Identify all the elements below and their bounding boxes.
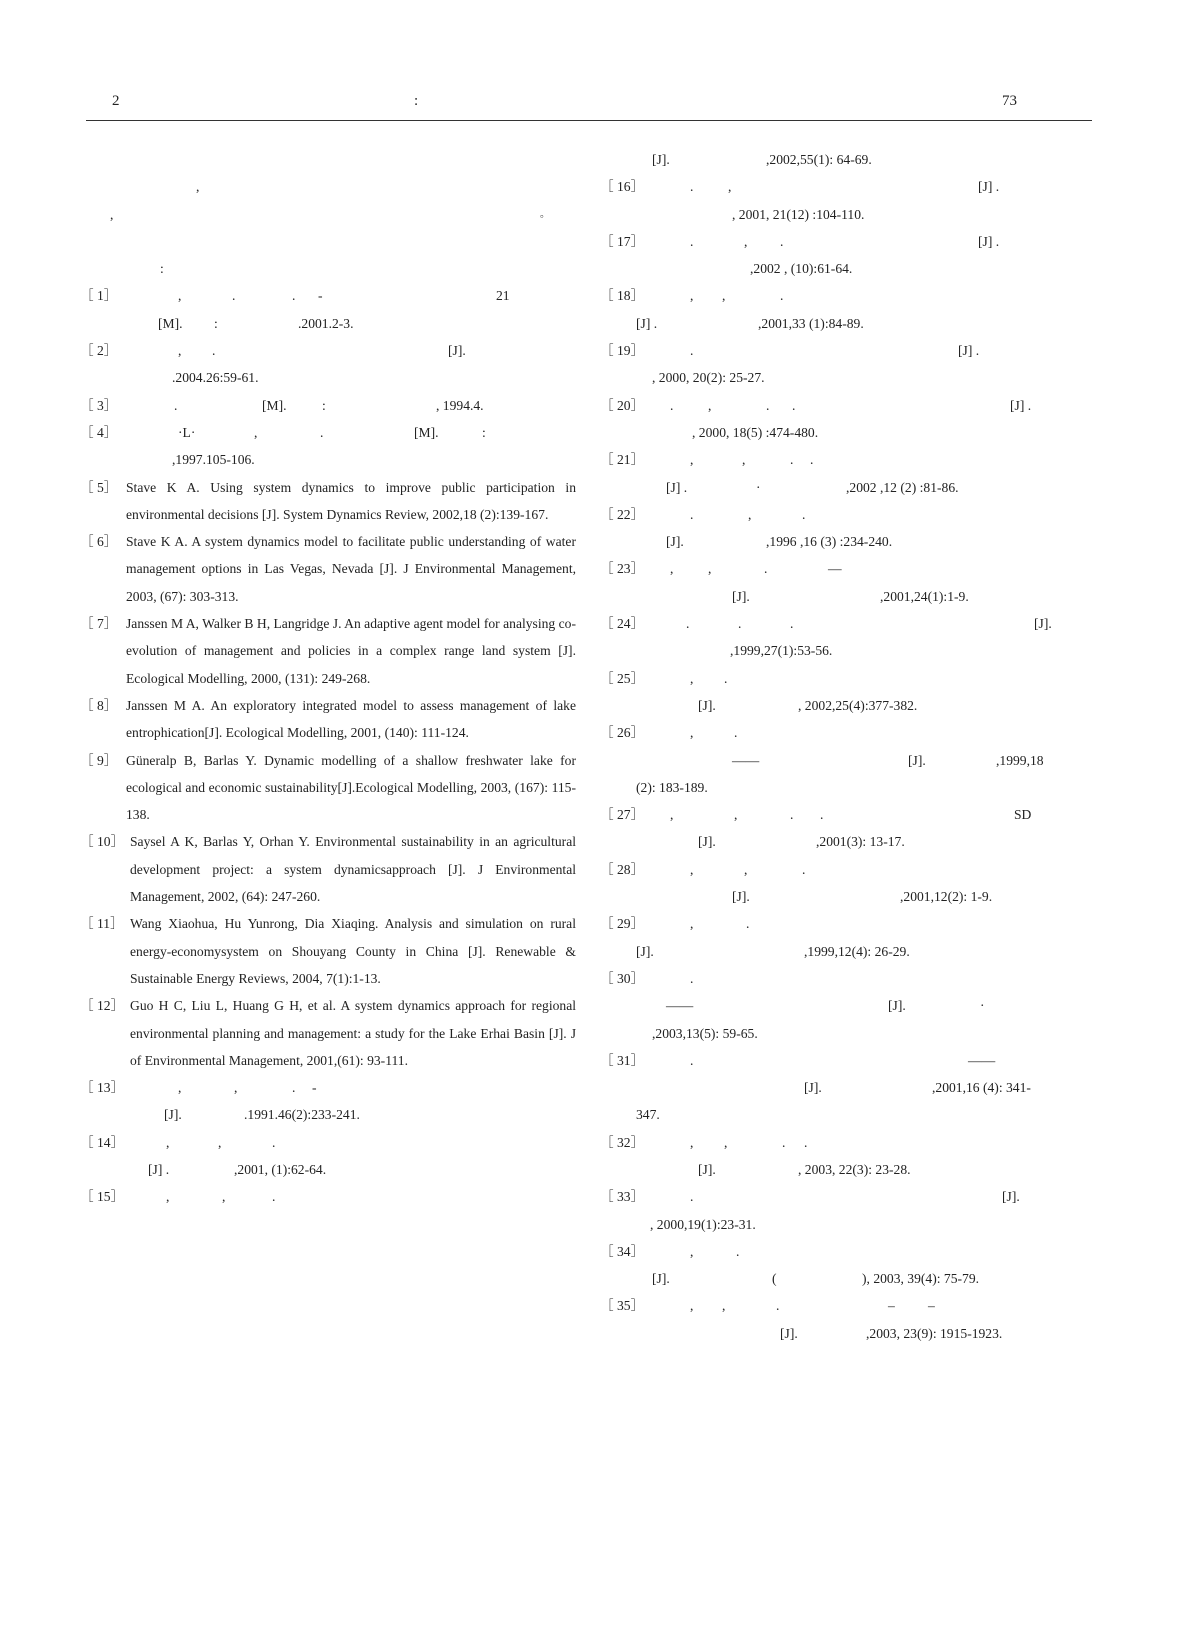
header-rule xyxy=(86,120,1092,121)
reference-line xyxy=(86,364,576,391)
reference-fragment: . xyxy=(764,561,768,577)
reference-number: ［ 28］ xyxy=(600,861,645,877)
reference-line xyxy=(606,1265,1092,1292)
reference-fragment: . xyxy=(820,807,824,823)
reference-line xyxy=(606,992,1092,1019)
reference-line xyxy=(80,1074,576,1101)
reference-entry xyxy=(80,992,576,1074)
reference-fragment: [J] . xyxy=(978,233,1000,249)
reference-fragment: . xyxy=(670,397,674,413)
reference-text: Stave K A. Using system dynamics to improve public participation in environmental decisions [J]. System Dynamics Review, 2002,18 (2):139-167. xyxy=(126,479,576,522)
reference-fragment: . xyxy=(780,288,784,304)
reference-number: ［ 6］ xyxy=(80,534,118,550)
reference-line xyxy=(600,801,1092,828)
reference-fragment: [J]. xyxy=(652,1271,670,1287)
reference-fragment: ,2002 ,12 (2) :81-86. xyxy=(846,479,959,495)
reference-number: ［ 14］ xyxy=(80,1134,125,1150)
reference-fragment: ,2003, 23(9): 1915-1923. xyxy=(866,1325,1003,1341)
reference-number: ［ 35］ xyxy=(600,1298,645,1314)
reference-entry xyxy=(600,856,1092,911)
reference-number: ［ 10］ xyxy=(80,834,125,850)
reference-entry xyxy=(600,501,1092,556)
reference-fragment: , xyxy=(690,452,694,468)
reference-line xyxy=(600,337,1092,364)
reference-fragment: [J]. xyxy=(698,697,716,713)
reference-entry xyxy=(606,146,1092,173)
reference-fragment: . xyxy=(292,1080,296,1096)
reference-fragment: : xyxy=(482,424,486,440)
reference-list-right xyxy=(600,146,1092,1347)
reference-fragment: , xyxy=(222,1189,226,1205)
reference-fragment: [J] . xyxy=(148,1161,170,1177)
reference-fragment: (2): 183-189. xyxy=(636,779,708,795)
reference-number: ［ 15］ xyxy=(80,1189,125,1205)
reference-fragment: : xyxy=(322,397,326,413)
reference-line xyxy=(600,446,1092,473)
reference-fragment: , 1994.4. xyxy=(436,397,484,413)
reference-fragment: , xyxy=(690,1243,694,1259)
reference-fragment: , xyxy=(744,233,748,249)
reference-entry xyxy=(600,719,1092,801)
reference-fragment: . xyxy=(782,1134,786,1150)
reference-fragment: [M]. xyxy=(414,424,439,440)
reference-entry xyxy=(600,392,1092,447)
reference-number: ［ 32］ xyxy=(600,1134,645,1150)
reference-fragment: . xyxy=(690,343,694,359)
reference-fragment: ,1999,27(1):53-56. xyxy=(730,643,833,659)
reference-entry xyxy=(600,665,1092,720)
reference-fragment: , xyxy=(690,725,694,741)
reference-fragment: . xyxy=(724,670,728,686)
reference-line xyxy=(80,1183,576,1210)
reference-number: ［ 4］ xyxy=(80,424,118,440)
reference-line xyxy=(600,501,1092,528)
reference-line xyxy=(600,555,1092,582)
intro-mark: , xyxy=(196,179,200,195)
reference-fragment: [J]. xyxy=(780,1325,798,1341)
reference-line xyxy=(606,1074,1092,1101)
reference-fragment: [J]. xyxy=(732,889,750,905)
reference-entry xyxy=(80,692,576,747)
reference-number: ［ 12］ xyxy=(80,998,125,1014)
reference-entry xyxy=(600,1047,1092,1129)
reference-line xyxy=(80,419,576,446)
reference-text: Stave K A. A system dynamics model to facilitate public understanding of water management options in Las Vegas, Nevada [J]. J Environmental Management, 2003, (67): 303-313. xyxy=(126,534,576,604)
reference-fragment: [J]. xyxy=(636,943,654,959)
page-number-right: 73 xyxy=(1002,93,1017,109)
reference-number: ［ 29］ xyxy=(600,916,645,932)
reference-line xyxy=(606,692,1092,719)
reference-line xyxy=(600,1238,1092,1265)
reference-fragment: [J]. xyxy=(908,752,926,768)
reference-fragment: , xyxy=(166,1189,170,1205)
reference-fragment: . xyxy=(272,1189,276,1205)
reference-fragment: , 2000, 20(2): 25-27. xyxy=(652,370,765,386)
reference-number: ［ 24］ xyxy=(600,616,645,632)
reference-fragment: . xyxy=(792,397,796,413)
reference-line xyxy=(606,528,1092,555)
reference-fragment: , xyxy=(670,807,674,823)
reference-line xyxy=(600,173,1092,200)
reference-number: ［ 3］ xyxy=(80,397,118,413)
reference-fragment: . xyxy=(320,424,324,440)
reference-line xyxy=(606,419,1092,446)
reference-fragment: , xyxy=(728,179,732,195)
reference-fragment: , xyxy=(724,1134,728,1150)
reference-fragment: . xyxy=(776,1298,780,1314)
reference-fragment: 21 xyxy=(496,288,510,304)
reference-fragment: SD xyxy=(1014,807,1032,823)
reference-fragment: , xyxy=(234,1080,238,1096)
reference-number: ［ 8］ xyxy=(80,697,118,713)
reference-line xyxy=(600,910,1092,937)
left-column xyxy=(80,146,576,1211)
reference-fragment: . xyxy=(686,616,690,632)
reference-text: Janssen M A, Walker B H, Langridge J. An adaptive agent model for analysing co-evolution of management and policies in a complex range land system [J]. Ecological Modelling, 2000, (131): 249-268. xyxy=(126,616,576,686)
reference-fragment: , xyxy=(744,861,748,877)
reference-entry xyxy=(600,801,1092,856)
reference-entry xyxy=(80,610,576,692)
reference-fragment: , xyxy=(708,561,712,577)
reference-entry xyxy=(600,228,1092,283)
reference-line xyxy=(600,1292,1092,1319)
intro-mark: 。 xyxy=(540,208,550,220)
reference-number: ［ 11］ xyxy=(80,916,124,932)
reference-number: ［ 27］ xyxy=(600,807,645,823)
reference-entry xyxy=(80,474,576,529)
reference-fragment: , xyxy=(722,1298,726,1314)
reference-fragment: , xyxy=(670,561,674,577)
reference-text: Wang Xiaohua, Hu Yunrong, Dia Xiaqing. Analysis and simulation on rural energy-economysystem on Shouyang County in China [J]. Renewable & Sustainable Energy Reviews, 2004, 7(1):1-13. xyxy=(130,916,576,986)
reference-fragment: . xyxy=(790,616,794,632)
reference-fragment: . xyxy=(738,616,742,632)
reference-line xyxy=(606,883,1092,910)
reference-fragment: . xyxy=(690,506,694,522)
reference-fragment: [J]. xyxy=(652,152,670,167)
reference-fragment: .2001.2-3. xyxy=(298,315,354,331)
reference-fragment: . xyxy=(802,506,806,522)
references-heading: : xyxy=(160,261,164,277)
reference-entry xyxy=(80,1074,576,1129)
reference-list-left-b xyxy=(80,474,576,1075)
reference-fragment: , xyxy=(734,807,738,823)
reference-fragment: ,2001(3): 13-17. xyxy=(816,834,905,850)
reference-fragment: ·L· xyxy=(178,424,196,440)
reference-fragment: , xyxy=(178,343,182,359)
reference-entry xyxy=(80,747,576,829)
reference-line xyxy=(606,310,1092,337)
reference-number: ［ 1］ xyxy=(80,288,118,304)
reference-fragment: .1991.46(2):233-241. xyxy=(244,1107,360,1123)
reference-fragment: [J]. xyxy=(732,588,750,604)
reference-line xyxy=(600,282,1092,309)
reference-number: ［ 30］ xyxy=(600,970,645,986)
reference-entry xyxy=(600,1129,1092,1184)
reference-line xyxy=(80,392,576,419)
reference-fragment: [J]. xyxy=(666,534,684,550)
reference-entry xyxy=(80,828,576,910)
reference-fragment: [J] . xyxy=(1010,397,1032,413)
reference-fragment: , xyxy=(218,1134,222,1150)
reference-fragment: . xyxy=(272,1134,276,1150)
reference-fragment: ,2001,33 (1):84-89. xyxy=(758,315,864,331)
reference-entry xyxy=(600,282,1092,337)
reference-line xyxy=(80,1129,576,1156)
reference-text: Guo H C, Liu L, Huang G H, et al. A system dynamics approach for regional environmental planning and management: a study for the Lake Erhai Basin [J]. J of Environmental Management, 2001,(61): 93-111. xyxy=(130,998,576,1068)
reference-fragment: , 2002,25(4):377-382. xyxy=(798,697,918,713)
reference-line xyxy=(606,146,1092,173)
reference-list-left-a xyxy=(80,282,576,473)
reference-number: ［ 5］ xyxy=(80,479,118,495)
reference-fragment: , xyxy=(690,1134,694,1150)
reference-entry xyxy=(80,910,576,992)
reference-fragment: , 2001, 21(12) :104-110. xyxy=(732,206,865,222)
reference-fragment: , xyxy=(254,424,258,440)
reference-fragment: . xyxy=(804,1134,808,1150)
reference-fragment: , 2000, 18(5) :474-480. xyxy=(692,424,819,440)
reference-fragment: ), 2003, 39(4): 75-79. xyxy=(862,1271,980,1287)
reference-number: ［ 23］ xyxy=(600,561,645,577)
reference-number: ［ 31］ xyxy=(600,1052,645,1068)
reference-number: ［ 7］ xyxy=(80,616,118,632)
reference-line xyxy=(606,938,1092,965)
reference-entry xyxy=(80,337,576,392)
reference-text: Janssen M A. An exploratory integrated model to assess management of lake entrophication[J]. Ecological Modelling, 2001, (140): 111-124. xyxy=(126,697,576,741)
reference-line xyxy=(606,1101,1092,1128)
reference-fragment: 347. xyxy=(636,1107,660,1123)
reference-text: Saysel A K, Barlas Y, Orhan Y. Environmental sustainability in an agricultural development project: a system dynamicsapproach [J]. J Environmental Management, 2002, (64): 247-260. xyxy=(130,834,576,905)
reference-fragment: . xyxy=(174,397,178,413)
reference-text: Güneralp B, Barlas Y. Dynamic modelling of a shallow freshwater lake for ecological and economic sustainability[J].Ecological Modelling, 2003, (167): 115-138. xyxy=(126,752,576,823)
reference-list-left-c xyxy=(80,1074,576,1210)
reference-fragment: [J] . xyxy=(666,479,688,495)
reference-fragment: ,2001,16 (4): 341- xyxy=(932,1080,1031,1096)
reference-fragment: ,1996 ,16 (3) :234-240. xyxy=(766,534,893,550)
reference-fragment: . xyxy=(780,233,784,249)
reference-number: ［ 21］ xyxy=(600,452,645,468)
reference-line xyxy=(606,774,1092,801)
reference-entry xyxy=(80,392,576,419)
reference-fragment: ( xyxy=(772,1271,777,1287)
reference-line xyxy=(606,747,1092,774)
reference-fragment: , xyxy=(722,288,726,304)
reference-entry xyxy=(600,610,1092,665)
reference-fragment: . xyxy=(734,725,738,741)
reference-line xyxy=(606,1211,1092,1238)
reference-fragment: [J]. xyxy=(1034,616,1052,632)
reference-line xyxy=(600,665,1092,692)
reference-fragment: - xyxy=(312,1080,317,1096)
reference-fragment: , xyxy=(178,1080,182,1096)
reference-fragment: . xyxy=(810,452,814,468)
reference-fragment: [J]. xyxy=(1002,1189,1020,1205)
reference-line xyxy=(606,1156,1092,1183)
reference-number: ［ 33］ xyxy=(600,1189,645,1205)
reference-fragment: ,1999,12(4): 26-29. xyxy=(804,943,910,959)
intro-mark: , xyxy=(110,206,114,222)
reference-fragment: – xyxy=(888,1298,895,1314)
reference-fragment: . xyxy=(292,288,296,304)
reference-fragment: [J]. xyxy=(804,1080,822,1096)
reference-entry xyxy=(80,528,576,610)
reference-fragment: · xyxy=(980,998,985,1014)
reference-fragment: —— xyxy=(732,752,760,768)
reference-fragment: ,1997.105-106. xyxy=(172,452,255,468)
reference-line xyxy=(606,364,1092,391)
reference-fragment: ,2003,13(5): 59-65. xyxy=(652,1025,758,1041)
reference-line xyxy=(600,719,1092,746)
reference-entry xyxy=(600,446,1092,501)
reference-fragment: . xyxy=(790,452,794,468)
reference-entry xyxy=(600,555,1092,610)
reference-line xyxy=(606,255,1092,282)
reference-fragment: . xyxy=(766,397,770,413)
reference-entry xyxy=(80,282,576,337)
reference-entry xyxy=(600,965,1092,1047)
reference-fragment: , xyxy=(690,861,694,877)
reference-fragment: , xyxy=(748,506,752,522)
reference-entry xyxy=(600,337,1092,392)
reference-fragment: [J] . xyxy=(958,343,980,359)
reference-fragment: [J] . xyxy=(978,179,1000,195)
reference-fragment: ,2001,12(2): 1-9. xyxy=(900,889,993,905)
reference-entry xyxy=(600,173,1092,228)
reference-line xyxy=(86,1101,576,1128)
reference-fragment: [J]. xyxy=(164,1107,182,1123)
reference-number: ［ 34］ xyxy=(600,1243,645,1259)
reference-line xyxy=(80,337,576,364)
reference-fragment: ,2001,24(1):1-9. xyxy=(880,588,969,604)
reference-fragment: : xyxy=(214,315,218,331)
reference-entry xyxy=(80,1129,576,1184)
reference-fragment: . xyxy=(212,343,216,359)
reference-fragment: . xyxy=(690,233,694,249)
reference-entry xyxy=(80,1183,576,1210)
reference-fragment: ,1999,18 xyxy=(996,752,1044,768)
reference-line xyxy=(606,828,1092,855)
reference-fragment: ,2001, (1):62-64. xyxy=(234,1161,327,1177)
reference-line xyxy=(600,1183,1092,1210)
reference-fragment: [M]. xyxy=(158,315,183,331)
reference-line xyxy=(606,637,1092,664)
reference-line xyxy=(606,474,1092,501)
reference-number: ［ 18］ xyxy=(600,288,645,304)
reference-entry xyxy=(600,910,1092,965)
reference-fragment: , xyxy=(690,670,694,686)
reference-entry xyxy=(600,1292,1092,1347)
reference-number: ［ 20］ xyxy=(600,397,645,413)
reference-fragment: — xyxy=(828,561,842,577)
reference-fragment: . xyxy=(790,807,794,823)
reference-line xyxy=(600,228,1092,255)
reference-fragment: . xyxy=(690,1189,694,1205)
reference-fragment: , xyxy=(708,397,712,413)
reference-fragment: · xyxy=(756,479,761,495)
reference-entry xyxy=(600,1183,1092,1238)
reference-number: ［ 17］ xyxy=(600,233,645,249)
reference-fragment: , xyxy=(690,916,694,932)
page-number-left: 2 xyxy=(112,93,120,109)
reference-fragment: , 2003, 22(3): 23-28. xyxy=(798,1161,911,1177)
reference-line xyxy=(600,1129,1092,1156)
reference-number: ［ 25］ xyxy=(600,670,645,686)
reference-line xyxy=(606,1320,1092,1347)
reference-fragment: . xyxy=(690,970,694,986)
reference-number: ［ 2］ xyxy=(80,343,118,359)
reference-fragment: [J] . xyxy=(636,315,658,331)
running-title: : xyxy=(414,93,419,109)
reference-fragment: . xyxy=(736,1243,740,1259)
reference-fragment: . xyxy=(746,916,750,932)
reference-fragment: , xyxy=(690,1298,694,1314)
reference-fragment: [M]. xyxy=(262,397,287,413)
reference-line xyxy=(600,392,1092,419)
reference-line xyxy=(86,310,576,337)
right-column xyxy=(600,146,1092,1347)
reference-number: ［ 16］ xyxy=(600,179,645,195)
reference-line xyxy=(600,856,1092,883)
reference-number: ［ 22］ xyxy=(600,506,645,522)
reference-fragment: – xyxy=(928,1298,935,1314)
reference-number: ［ 13］ xyxy=(80,1080,125,1096)
reference-entry xyxy=(80,419,576,474)
reference-fragment: . xyxy=(690,179,694,195)
reference-fragment: ,2002 , (10):61-64. xyxy=(750,261,853,277)
reference-fragment: , xyxy=(166,1134,170,1150)
reference-line xyxy=(600,1047,1092,1074)
reference-line xyxy=(86,1156,576,1183)
reference-line xyxy=(606,1020,1092,1047)
reference-line xyxy=(606,583,1092,610)
reference-line xyxy=(86,446,576,473)
reference-fragment: ,2002,55(1): 64-69. xyxy=(766,152,872,167)
reference-fragment: , xyxy=(742,452,746,468)
reference-line xyxy=(600,610,1092,637)
reference-fragment: [J]. xyxy=(698,1161,716,1177)
reference-fragment: , 2000,19(1):23-31. xyxy=(650,1216,756,1232)
reference-fragment: - xyxy=(318,288,323,304)
reference-fragment: . xyxy=(232,288,236,304)
reference-fragment: . xyxy=(802,861,806,877)
reference-fragment: —— xyxy=(666,998,694,1014)
reference-fragment: —— xyxy=(968,1052,996,1068)
reference-line xyxy=(80,282,576,309)
reference-number: ［ 19］ xyxy=(600,343,645,359)
reference-fragment: , xyxy=(178,288,182,304)
reference-fragment: , xyxy=(690,288,694,304)
reference-entry xyxy=(600,1238,1092,1293)
reference-fragment: . xyxy=(690,1052,694,1068)
reference-number: ［ 26］ xyxy=(600,725,645,741)
reference-fragment: [J]. xyxy=(888,998,906,1014)
reference-number: ［ 9］ xyxy=(80,752,118,768)
reference-fragment: [J]. xyxy=(448,343,466,359)
reference-fragment: .2004.26:59-61. xyxy=(172,370,259,386)
reference-fragment: [J]. xyxy=(698,834,716,850)
reference-line xyxy=(606,201,1092,228)
reference-line xyxy=(600,965,1092,992)
